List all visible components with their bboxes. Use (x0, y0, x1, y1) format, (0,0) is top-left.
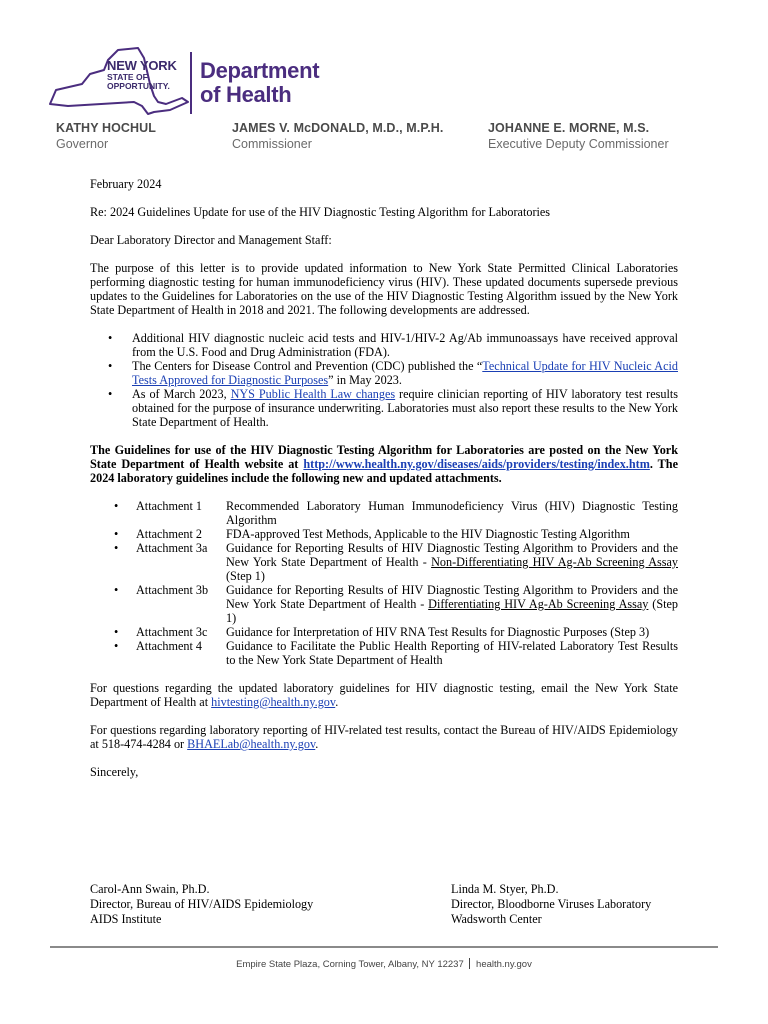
questions-text: . (315, 737, 319, 751)
description-underlined: Differentiating HIV Ag-Ab Screening Assay (428, 597, 649, 611)
department-line-1: Department (200, 58, 320, 83)
list-item (132, 359, 678, 387)
official-name: KATHY HOCHUL (56, 121, 157, 135)
guidelines-website-link[interactable]: http://www.health.ny.gov/diseases/aids/providers/testing/index.htm (303, 457, 650, 471)
questions-guidelines (90, 681, 678, 709)
attachment-description: FDA-approved Test Methods, Applicable to the HIV Diagnostic Testing Algorithm (226, 527, 630, 541)
letter-salutation: Dear Laboratory Director and Management Staff: (90, 233, 332, 247)
attachment-description: Guidance to Facilitate the Public Health Reporting of HIV-related Laboratory Test Results to the New York State Department of Health (226, 639, 678, 667)
list-item (132, 387, 678, 429)
bullet-text: require clinician reporting of HIV laboratory test results obtained for the purpose of insurance underwriting. Laboratories must also report these results to the New York State Department of Health. (132, 387, 678, 429)
guidelines-notice (90, 443, 678, 485)
signer-organization: AIDS Institute (90, 912, 162, 926)
developments-list (90, 331, 678, 429)
attachments-list (90, 499, 678, 667)
footer-website: health.ny.gov (476, 959, 532, 970)
list-item (132, 331, 678, 359)
list-item (90, 499, 678, 527)
letter-intro: The purpose of this letter is to provide updated information to New York State Permitted Clinical Laboratories performing diagnostic testing for human immunodeficiency virus (HIV). These updated documents supersede previous updates to the Guidelines for Laboratories on the use of the HIV Diagnostic Testing Algorithm issued by the New York State Department of Health in 2018 and 2021. The following developments are addressed. (90, 261, 678, 317)
footer-divider (50, 946, 718, 948)
description-text: Guidance for Reporting Results of HIV Diagnostic Testing Algorithm to Providers and the New York State Department of Health - (226, 541, 678, 569)
department-line-2: of Health (200, 82, 292, 107)
department-title (200, 59, 319, 107)
list-item (90, 639, 678, 667)
list-item (90, 583, 678, 625)
official-commissioner (232, 121, 443, 151)
official-role: Governor (56, 137, 109, 151)
questions-reporting (90, 723, 678, 751)
logo-line-2: STATE OF (107, 72, 148, 82)
bhaelab-email-link[interactable]: BHAELab@health.ny.gov (187, 737, 316, 751)
official-role: Executive Deputy Commissioner (488, 137, 669, 151)
attachment-number: • Attachment 3c (136, 625, 208, 639)
attachment-description: Recommended Laboratory Human Immunodeficiency Virus (HIV) Diagnostic Testing Algorithm (226, 499, 678, 527)
letter-date: February 2024 (90, 177, 162, 191)
description-text: (Step 1) (226, 597, 678, 625)
attachment-description (226, 583, 678, 625)
official-name: JAMES V. McDONALD, M.D., M.P.H. (232, 121, 444, 135)
letter-subject: Re: 2024 Guidelines Update for use of the HIV Diagnostic Testing Algorithm for Laboratories (90, 205, 551, 219)
attachment-number: • Attachment 4 (136, 639, 202, 653)
footer-separator (469, 958, 470, 969)
official-deputy-commissioner (488, 121, 669, 151)
bullet-text: As of March 2023, (132, 387, 231, 401)
cdc-technical-update-link[interactable]: Technical Update for HIV Nucleic Acid Tests Approved for Diagnostic Purposes (132, 359, 678, 387)
questions-text: For questions regarding the updated laboratory guidelines for HIV diagnostic testing, email the New York State Department of Health at (90, 681, 678, 709)
page-footer (0, 958, 768, 970)
logo-line-3: OPPORTUNITY. (107, 81, 170, 91)
official-role: Commissioner (232, 137, 312, 151)
bullet-text: ” in May 2023. (328, 373, 402, 387)
footer-address: Empire State Plaza, Corning Tower, Albany, NY 12237 (236, 959, 464, 970)
logo-divider (190, 52, 192, 114)
list-item (90, 625, 678, 639)
signer-organization: Wadsworth Center (451, 912, 542, 926)
description-underlined: Non-Differentiating HIV Ag-Ab Screening Assay (431, 555, 678, 569)
list-item (90, 541, 678, 583)
state-logo-text (107, 59, 177, 91)
letter-body (90, 177, 678, 793)
signer-title: Director, Bloodborne Viruses Laboratory (451, 897, 652, 911)
bullet-text: The Centers for Disease Control and Prevention (CDC) published the “ (132, 359, 483, 373)
notice-text: . The 2024 laboratory guidelines include the following new and updated attachments. (90, 457, 678, 485)
description-text: Guidance for Reporting Results of HIV Diagnostic Testing Algorithm to Providers and the New York State Department of Health - (226, 583, 678, 611)
official-name: JOHANNE E. MORNE, M.S. (488, 121, 650, 135)
attachment-number: • Attachment 3a (136, 541, 208, 555)
attachment-number: • Attachment 1 (136, 499, 202, 513)
questions-text: For questions regarding laboratory reporting of HIV-related test results, contact the Bureau of HIV/AIDS Epidemiology at 518-474-4284 or (90, 723, 678, 751)
official-governor (56, 121, 156, 151)
notice-text: The Guidelines for use of the HIV Diagnostic Testing Algorithm for Laboratories are posted on the New York State Department of Health website at (90, 443, 678, 471)
bullet-text: Additional HIV diagnostic nucleic acid tests and HIV-1/HIV-2 Ag/Ab immunoassays have received approval from the U.S. Food and Drug Administration (FDA). (132, 331, 678, 359)
description-text: (Step 1) (226, 569, 265, 583)
hivtesting-email-link[interactable]: hivtesting@health.ny.gov (211, 695, 336, 709)
attachment-description: Guidance for Interpretation of HIV RNA Test Results for Diagnostic Purposes (Step 3) (226, 625, 650, 639)
questions-text: . (335, 695, 339, 709)
logo-line-1: NEW YORK (107, 58, 177, 73)
signature-block-swain (90, 882, 313, 927)
signature-block-styer (451, 882, 651, 927)
nys-public-health-law-link[interactable]: NYS Public Health Law changes (230, 387, 396, 401)
signer-name: Carol-Ann Swain, Ph.D. (90, 882, 210, 896)
attachment-number: • Attachment 3b (136, 583, 209, 597)
attachment-description (226, 541, 678, 583)
list-item (90, 527, 678, 541)
signer-name: Linda M. Styer, Ph.D. (451, 882, 559, 896)
attachment-number: • Attachment 2 (136, 527, 202, 541)
letter-closing: Sincerely, (90, 765, 139, 779)
signer-title: Director, Bureau of HIV/AIDS Epidemiology (90, 897, 314, 911)
